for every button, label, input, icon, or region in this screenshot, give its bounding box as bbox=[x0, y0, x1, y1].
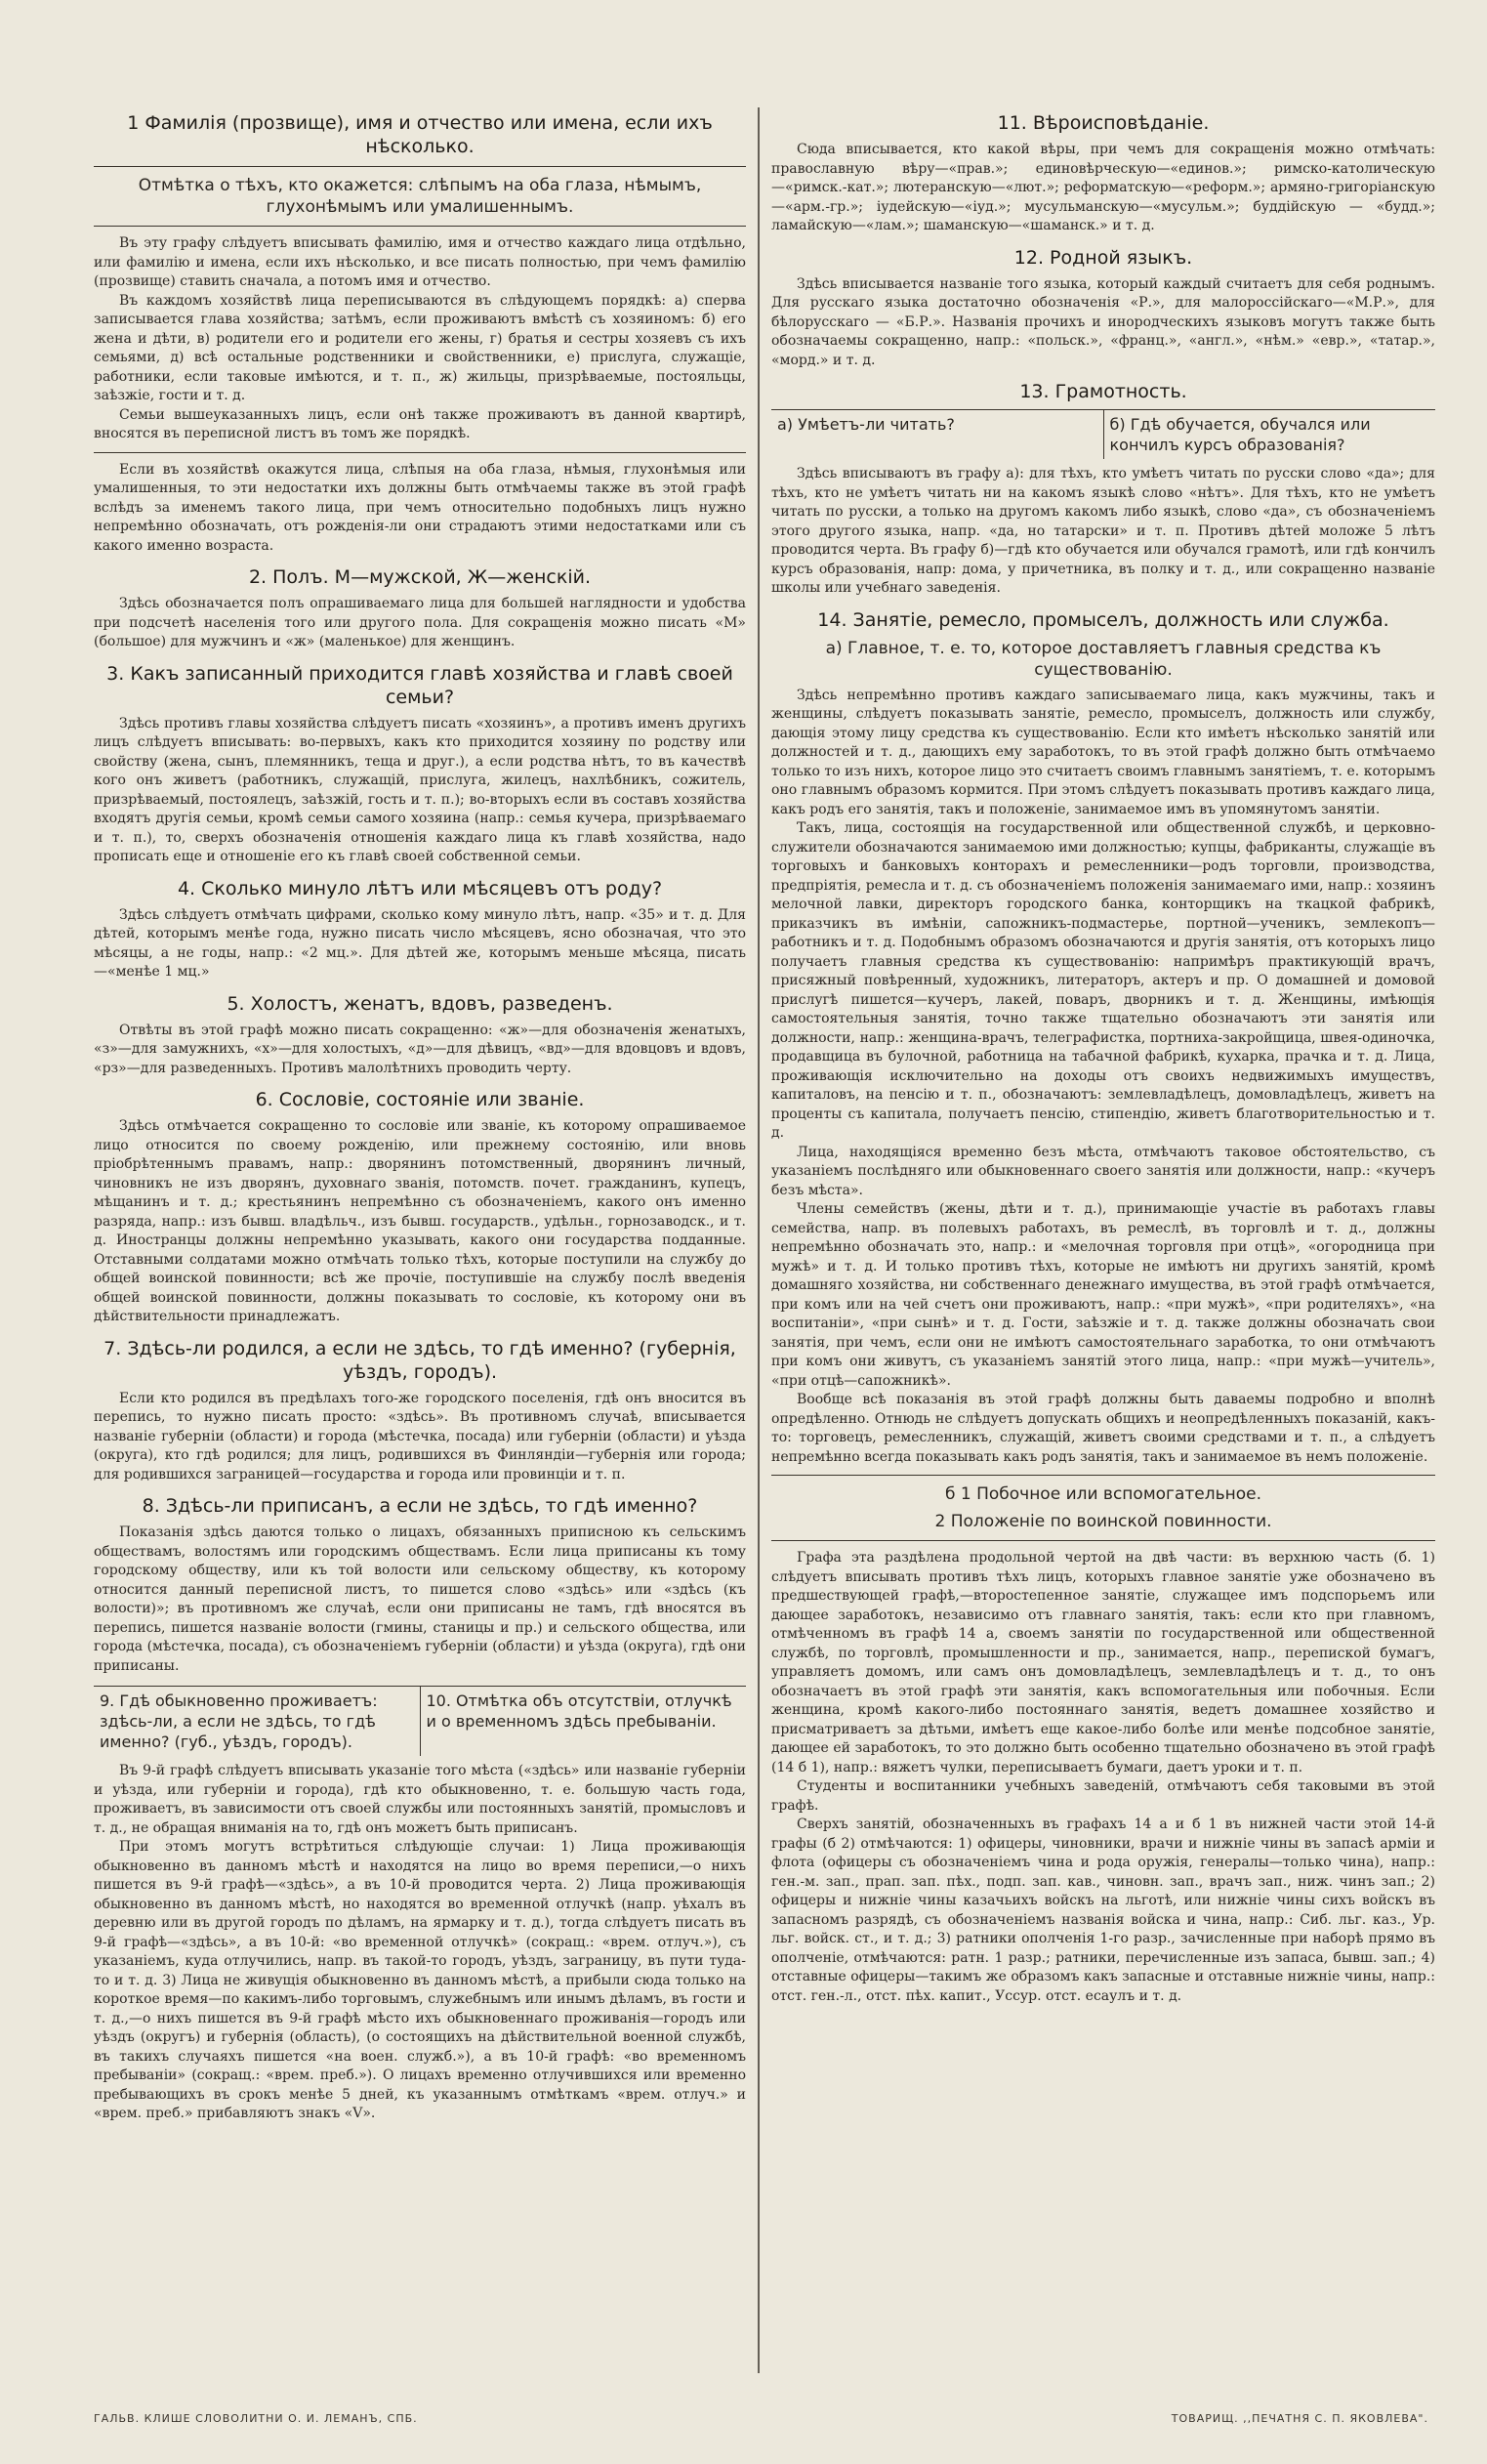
section-4 bbox=[94, 877, 746, 982]
section-6-title: 6. Сословіе, состояніе или званіе. bbox=[255, 1089, 585, 1110]
paragraph: Лица, находящіяся временно безъ мѣста, отмѣчаютъ таковое обстоятельство, съ указаніемъ послѣдняго или обыкновеннаго своего занятія или должности, напр.: «кучеръ безъ мѣста». bbox=[771, 1144, 1435, 1198]
paragraph: Сверхъ занятій, обозначенныхъ въ графахъ 14 а и б 1 въ нижней части этой 14-й графы (б 2) отмѣчаются: 1) офицеры, чиновники, врачи и нижніе чины въ запасѣ арміи и флота (офицеры съ обозначеніемъ чина и рода оружія, генералы—только чина), напр.: ген.-м. зап., прап. зап. пѣх., подп. зап. кав., чиновн. зап., врачъ зап., ниж. чинъ зап.; 2) офицеры и нижніе чины казачьихъ войскъ на льготѣ, или нижніе чины сихъ войскъ въ запасномъ разрядѣ, съ обозначеніемъ названія войска и чина, напр.: Сиб. льг. каз., Ур. льг. войск. ст., и т. д.; 3) ратники ополченія 1-го разр., зачисленные при наборѣ прямо въ ополченіе, отмѣчаются: ратн. 1 разр.; ратники, перечисленные изъ запаса, бывш. зап.; 4) отставные офицеры—такимъ же образомъ какъ запасные и отставные нижніе чины, напр.: отст. ген.-л., отст. пѣх. капит., Уссур. отст. есаулъ и т. д. bbox=[771, 1817, 1435, 2004]
section-8 bbox=[94, 1494, 746, 1676]
section-1-note: Отмѣтка о тѣхъ, кто окажется: слѣпымъ на оба глаза, нѣмымъ, глухонѣмымъ или умалишеннымъ. bbox=[138, 176, 702, 217]
section-12 bbox=[771, 246, 1435, 371]
section-9-10-header bbox=[94, 1686, 746, 1756]
divider-rule bbox=[771, 1540, 1435, 1541]
paragraph: Вообще всѣ показанія въ этой графѣ должны быть даваемы подробно и вполнѣ опредѣленно. Отнюдь не слѣдуетъ допускать общихъ и неопредѣленныхъ показаній, какъ-то: торговецъ, ремесленникъ, служащій, живетъ своими средствами и т. п., а слѣдуетъ непремѣнно всегда показывать какъ родъ занятія, такъ и занимаемое въ немъ положеніе. bbox=[771, 1392, 1435, 1465]
section-7 bbox=[94, 1337, 746, 1485]
section-1 bbox=[94, 111, 746, 556]
section-10-title: 10. Отмѣтка объ отсутствіи, отлучкѣ и о временномъ здѣсь пребываніи. bbox=[420, 1687, 747, 1756]
footer-left-imprint: ГАЛЬВ. КЛИШЕ СЛОВОЛИТНИ О. И. ЛЕМАНЪ, СПБ. bbox=[94, 2412, 418, 2425]
section-14b2-title: 2 Положеніе по воинской повинности. bbox=[934, 1512, 1272, 1531]
paragraph: Здѣсь непремѣнно противъ каждаго записываемаго лица, какъ мужчины, такъ и женщины, слѣдуетъ показывать занятіе, ремесло, промыселъ, должность или службу, дающія этому лицу средства къ существованію. Если кто имѣетъ нѣсколько занятій или должностей и т. д., дающихъ ему заработокъ, то въ этой графѣ должно быть отмѣчаемо только то изъ нихъ, которое лицо это считаетъ своимъ главнымъ занятіемъ, т. е. которымъ оно главнымъ образомъ кормится. При этомъ слѣдуетъ показывать противъ каждаго лица, какъ родъ его занятія, такъ и положеніе, занимаемое имъ въ упомянутомъ занятіи. bbox=[771, 687, 1435, 817]
section-13-subheader bbox=[771, 409, 1435, 459]
paragraph: Графа эта раздѣлена продольной чертой на двѣ части: въ верхнюю часть (б. 1) слѣдуетъ вписывать противъ тѣхъ лицъ, которыхъ главное занятіе уже обозначено въ предшествующей графѣ,—второстепенное занятіе, служащее имъ подспорьемъ или дающее заработокъ, независимо отъ главнаго занятія, такъ: если кто при главномъ, отмѣченномъ въ графѣ 14 а, своемъ занятіи по государственной или общественной службѣ, по торговлѣ, промышленности и пр., занимается, напр., перепиской бумагъ, управляетъ домомъ, или самъ онъ домовладѣлецъ, землевладѣлецъ и т. д., то онъ обозначаетъ въ этой графѣ эти занятія, какъ вспомогательныя или побочныя. Если женщина, кромѣ какого-либо постояннаго занятія, ведетъ домашнее хозяйство и присматриваетъ за дѣтьми, имѣетъ еще какое-либо болѣе или менѣе подсобное занятіе, дающее ей заработокъ, то это должно быть особенно тщательно обозначено въ этой графѣ (14 б 1), напр.: вяжетъ чулки, переписываетъ бумаги, даетъ уроки и т. п. bbox=[771, 1550, 1435, 1775]
paragraph: Здѣсь противъ главы хозяйства слѣдуетъ писать «хозяинъ», а противъ именъ другихъ лицъ слѣдуетъ вписывать: во-первыхъ, какъ кто приходится хозяину по родству или свойству (жена, сынъ, племянникъ, теща и друг.), а если родства нѣтъ, то въ качествѣ кого онъ живетъ (работникъ, служащій, прислуга, жилецъ, нахлѣбникъ, сожитель, призрѣваемый, постоялецъ, заѣзжій, гость и т. п.); во-вторыхъ если въ составъ хозяйства входятъ другія семьи, кромѣ семьи самого хозяина (напр.: семья кучера, призрѣваемаго и т. п.), то, сверхъ обозначенія отношенія каждаго лица къ главѣ хозяйства, надо прописать еще и отношеніе его къ главѣ своей собственной семьи. bbox=[94, 715, 746, 864]
paragraph: Здѣсь слѣдуетъ отмѣчать цифрами, сколько кому минуло лѣтъ, напр. «35» и т. д. Для дѣтей, которымъ менѣе года, нужно писать число мѣсяцевъ, ясно обозначая, что это мѣсяцы, а не годы, напр.: «2 мц.». Для дѣтей же, которымъ меньше мѣсяца, писать—«менѣе 1 мц.» bbox=[94, 906, 746, 980]
section-8-title: 8. Здѣсь-ли приписанъ, а если не здѣсь, то гдѣ именно? bbox=[142, 1495, 698, 1517]
section-7-title: 7. Здѣсь-ли родился, а если не здѣсь, то гдѣ именно? (губернія, уѣздъ, городъ). bbox=[103, 1337, 736, 1383]
section-9-10 bbox=[94, 1762, 746, 2124]
section-14a-title: а) Главное, т. е. то, которое доставляетъ главныя средства къ существованію. bbox=[825, 638, 1382, 680]
paragraph: Въ каждомъ хозяйствѣ лица переписываются въ слѣдующемъ порядкѣ: а) сперва записывается глава хозяйства; затѣмъ, если проживаютъ вмѣстѣ съ хозяиномъ: б) его жена и дѣти, в) родители его и родители его жены, г) братья и сестры хозяевъ съ ихъ семьями, д) всѣ остальные родственники и свойственники, е) прислуга, служащіе, работники, если таковые имѣются, и т. п., ж) жильцы, призрѣваемые, постояльцы, заѣзжіе, гости и т. д. bbox=[94, 292, 746, 403]
section-1-title: 1 Фамилія (прозвище), имя и отчество или имена, если ихъ нѣсколько. bbox=[127, 112, 713, 157]
paragraph: Если въ хозяйствѣ окажутся лица, слѣпыя на оба глаза, нѣмыя, глухонѣмыя или умалишенныя, то эти недостатки ихъ должны быть отмѣчаемы также въ этой графѣ вслѣдъ за именемъ такого лица, при чемъ относительно подобныхъ лицъ нужно непремѣнно обозначать, отъ рожденія-ли они страдаютъ этими недостатками или съ какого именно возраста. bbox=[94, 461, 746, 554]
section-9-title: 9. Гдѣ обыкновенно проживаетъ: здѣсь-ли, а если не здѣсь, то гдѣ именно? (губ., уѣздъ, городъ). bbox=[100, 1691, 378, 1751]
divider-rule bbox=[94, 452, 746, 453]
left-column bbox=[94, 107, 746, 2383]
section-2 bbox=[94, 565, 746, 652]
paragraph: Семьи вышеуказанныхъ лицъ, если онѣ также проживаютъ въ данной квартирѣ, вносятся въ переписной листъ въ томъ же порядкѣ. bbox=[94, 406, 746, 441]
column-divider bbox=[758, 107, 760, 2373]
section-13-title: 13. Грамотность. bbox=[1019, 381, 1187, 402]
section-13 bbox=[771, 380, 1435, 599]
section-14b1-title: б 1 Побочное или вспомогательное. bbox=[944, 1484, 1262, 1504]
paragraph: Здѣсь отмѣчается сокращенно то сословіе или званіе, къ которому опрашиваемое лицо относится по своему рожденію, или прежнему состоянію, или вновь пріобрѣтеннымъ правамъ, напр.: дворянинъ потомственный, дворянинъ личный, чиновникъ не изъ дворянъ, духовнаго званія, потомств. почет. гражданинъ, купецъ, мѣщанинъ и т. д.; крестьянинъ непремѣнно съ обозначеніемъ, какого онъ именно разряда, напр.: изъ бывш. владѣльч., изъ бывш. государств., удѣльн., горнозаводск., и т. д. Иностранцы должны непремѣнно указывать, какого они государства подданные. Отставными солдатами можно отмѣчать только тѣхъ, которые поступили на службу до общей воинской повинности; всѣ же прочіе, поступившіе на службу послѣ введенія общей воинской повинности, должны показывать то сословіе, къ которому они въ дѣйствительности принадлежатъ. bbox=[94, 1118, 746, 1324]
paragraph: Въ эту графу слѣдуетъ вписывать фамилію, имя и отчество каждаго лица отдѣльно, или фамилію и имена, если ихъ нѣсколько, и все писать полностью, при чемъ фамилію (прозвище) ставить сначала, а потомъ имя и отчество. bbox=[94, 235, 746, 289]
section-4-title: 4. Сколько минуло лѣтъ или мѣсяцевъ отъ роду? bbox=[177, 877, 663, 899]
section-14 bbox=[771, 608, 1435, 2007]
section-3 bbox=[94, 662, 746, 867]
divider-rule bbox=[771, 1475, 1435, 1476]
section-2-title: 2. Полъ. М—мужской, Ж—женскій. bbox=[248, 566, 592, 588]
paragraph: Отвѣты въ этой графѣ можно писать сокращенно: «ж»—для обозначенія женатыхъ, «з»—для замужнихъ, «х»—для холостыхъ, «д»—для дѣвицъ, «вд»—для вдовцовъ и вдовъ, «рз»—для разведенныхъ. Противъ малолѣтнихъ проводить черту. bbox=[94, 1022, 746, 1076]
paragraph: Члены семействъ (жены, дѣти и т. д.), принимающіе участіе въ работахъ главы семейства, напр. въ полевыхъ работахъ, въ ремеслѣ, въ торговлѣ и т. д., должны непремѣнно обозначать это, напр.: и «мелочная торговля при отцѣ», «огородница при мужѣ» и т. д. И только противъ тѣхъ, которые не имѣютъ ни другихъ занятій, кромѣ домашняго хозяйства, ни собственнаго денежнаго имущества, въ этой графѣ отмѣчается, при комъ или на чей счетъ они проживаютъ, напр.: «при мужѣ», «при родителяхъ», «на воспитаніи», «при сынѣ» и т. д. Гости, заѣзжіе и т. д. также должны обозначать свои занятія, при чемъ, если они не имѣютъ самостоятельнаго заработка, то они отмѣчаютъ при комъ они живутъ, съ указаніемъ занятій этого лица, напр.: «при мужѣ—учитель», «при отцѣ—сапожникѣ». bbox=[771, 1201, 1435, 1389]
section-11-title: 11. Вѣроисповѣданіе. bbox=[997, 112, 1210, 134]
paragraph: Сюда вписывается, кто какой вѣры, при чемъ для сокращенія можно отмѣчать: православную вѣру—«прав.»; единовѣрческую—«единов.»; римско-католическую—«римск.-кат.»; лютеранскую—«лют.»; реформатскую—«реформ.»; армяно-григоріанскую—«арм.-гр.»; іудейскую—«іуд.»; мусульманскую—«мусульм.»; буддійскую — «будд.»; ламайскую—«лам.»; шаманскую—«шаманск.» и т. д. bbox=[771, 142, 1435, 233]
paragraph: Въ 9-й графѣ слѣдуетъ вписывать указаніе того мѣста («здѣсь» или названіе губерніи и уѣзда, или губерніи и города), гдѣ кто обыкновенно, т. е. большую часть года, проживаетъ, въ зависимости отъ своей службы или постоянныхъ занятій, промысловъ и т. д., не обращая вниманія на то, гдѣ онъ можетъ быть приписанъ. bbox=[94, 1763, 746, 1836]
right-column bbox=[771, 107, 1435, 2383]
footer-right-imprint: ТОВАРИЩ. ,,ПЕЧАТНЯ С. П. ЯКОВЛЕВА". bbox=[1171, 2412, 1428, 2425]
section-13b-title: б) Гдѣ обучается, обучался или кончилъ курсъ образованія? bbox=[1103, 410, 1436, 459]
paragraph: При этомъ могутъ встрѣтиться слѣдующіе случаи: 1) Лица проживающія обыкновенно въ данномъ мѣстѣ и находятся на лицо во время переписи,—о нихъ пишется въ 9-й графѣ—«здѣсь», а въ 10-й проводится черта. 2) Лица проживающія обыкновенно въ данномъ мѣстѣ, но находятся во временной отлучкѣ (напр. уѣхалъ въ деревню или въ другой городъ по дѣламъ, на ярмарку и т. д.), тогда слѣдуетъ писать въ 9-й графѣ—«здѣсь», а въ 10-й: «во временной отлучкѣ» (сокращ.: «врем. отлуч.»), съ указаніемъ, куда отлучились, напр. въ такой-то городъ, уѣздъ, заграницу, въ пути туда-то и т. д. 3) Лица не живущія обыкновенно въ данномъ мѣстѣ, а прибыли сюда только на короткое время—по какимъ-либо торговымъ, служебнымъ или инымъ дѣламъ, въ гости и т. д.,—о нихъ пишется въ 9-й графѣ мѣсто ихъ обыкновеннаго проживанія—городъ или уѣздъ (округъ) и губернія (область), (о состоящихъ на дѣйствительной военной службѣ, въ такихъ случаяхъ пишется «на воен. служб.»), а въ 10-й графѣ: «во временномъ пребываніи» (сокращ.: «врем. преб.»). О лицахъ временно отлучившихся или временно пребывающихъ въ срокъ менѣе 5 дней, къ указаннымъ отмѣткамъ «врем. отлуч.» и «врем. преб.» прибавляютъ знакъ «V». bbox=[94, 1839, 746, 2121]
paragraph: Студенты и воспитанники учебныхъ заведеній, отмѣчаютъ себя таковыми въ этой графѣ. bbox=[771, 1778, 1435, 1814]
section-11 bbox=[771, 111, 1435, 236]
section-3-title: 3. Какъ записанный приходится главѣ хозяйства и главѣ своей семьи? bbox=[106, 662, 733, 708]
paragraph: Здѣсь вписывается названіе того языка, который каждый считаетъ для себя роднымъ. Для русскаго языка достаточно обозначенія «Р.», для малороссійскаго—«М.Р.», для бѣлорусскаго — «Б.Р.». Названія прочихъ и инородческихъ языковъ могутъ также быть обозначаемы сокращенно, напр.: «польск.», «франц.», «англ.», «нѣм.» «евр.», «татар.», «морд.» и т. д. bbox=[771, 275, 1435, 368]
divider-rule bbox=[94, 226, 746, 227]
paragraph: Здѣсь обозначается полъ опрашиваемаго лица для большей наглядности и удобства при подсчетѣ населенія того или другого пола. Для сокращенія можно писать «М» (большое) для мужчинъ и «ж» (маленькое) для женщинъ. bbox=[94, 596, 746, 649]
section-12-title: 12. Родной языкъ. bbox=[1013, 246, 1193, 269]
paragraph: Здѣсь вписываютъ въ графу а): для тѣхъ, кто умѣетъ читать по русски слово «да»; для тѣхъ, кто не умѣетъ читать ни на какомъ языкѣ слово «нѣтъ». Для тѣхъ, кто не умѣетъ читать по русски, а только на другомъ какомъ либо языкѣ, слово «да», съ обозначеніемъ этого другого языка, напр. «да, но татарски» и т. п. Противъ дѣтей моложе 5 лѣтъ проводится черта. Въ графу б)—гдѣ кто обучается или обучался грамотѣ, или гдѣ кончилъ курсъ образованія, напр: дома, у причетника, въ полку и т. д., или сокращенно названіе школы или учебнаго заведенія. bbox=[771, 466, 1435, 596]
divider-rule bbox=[94, 166, 746, 167]
section-6 bbox=[94, 1088, 746, 1327]
paragraph: Такъ, лица, состоящія на государственной или общественной службѣ, и церковно-служители обозначаются занимаемою ими должностью; купцы, фабриканты, служащіе въ торговыхъ и банковыхъ конторахъ и ремесленники—родъ торговли, производства, предпріятія, ремесла и т. д. съ обозначеніемъ положенія занимаемаго ими, напр.: хозяинъ мелочной лавки, директоръ городского банка, конторщикъ на ткацкой фабрикѣ, приказчикъ въ имѣніи, сапожникъ-подмастерье, портной—ученикъ, землекопъ—работникъ и т. д. Подобнымъ образомъ обозначаются и другія занятія, отъ которыхъ лицо получаетъ главныя средства къ существованію: напримѣръ практикующій врачъ, присяжный повѣренный, художникъ, литераторъ, актеръ и пр. О домашней и домовой прислугѣ пишется—кучеръ, лакей, поваръ, дворникъ и т. д. Женщины, имѣющія самостоятельныя занятія, точно также тщательно обозначаютъ эти занятія или должности, напр.: женщина-врачъ, телеграфистка, портниха-закройщица, швея-одиночка, продавщица въ булочной, работница на табачной фабрикѣ, кухарка, прачка и т. д. Лица, проживающія исключительно на доходы отъ своихъ недвижимыхъ имуществъ, капиталовъ, на пенсію и т. п., обозначаютъ: землевладѣлецъ, домовладѣлецъ, живетъ на проценты съ капитала, получаетъ пенсію, стипендію, живетъ благотворительностью и т. д. bbox=[771, 820, 1435, 1141]
section-13a-title: а) Умѣетъ-ли читать? bbox=[777, 415, 955, 434]
section-5 bbox=[94, 992, 746, 1079]
paragraph: Показанія здѣсь даются только о лицахъ, обязанныхъ приписною къ сельскимъ обществамъ, волостямъ или городскимъ обществамъ. Если лица приписаны къ тому городскому обществу, или къ той волости или сельскому обществу, къ которому относится данный переписной листъ, то пишется слово «здѣсь» или «здѣсь (къ волости)»; въ противномъ же случаѣ, если они приписаны не тамъ, гдѣ вносятся въ перепись, пишется названіе волости (гмины, станицы и пр.) и сельского общества, или города (мѣстечка, посада), съ обозначеніемъ губерніи (области) и уѣзда (округа), гдѣ они приписаны. bbox=[94, 1524, 746, 1674]
section-14-title: 14. Занятіе, ремесло, промыселъ, должность или служба. bbox=[817, 608, 1389, 631]
section-5-title: 5. Холостъ, женатъ, вдовъ, разведенъ. bbox=[227, 992, 613, 1015]
paragraph: Если кто родился въ предѣлахъ того-же городского поселенія, гдѣ онъ вносится въ перепись, то нужно писать просто: «здѣсь». Въ противномъ случаѣ, вписывается названіе губерніи (области) и города (мѣстечка, посада) или губерніи (области) и уѣзда (округа), кто гдѣ родился; для лицъ, родившихся въ Финляндіи—губернія или города; для родившихся заграницей—государства и города или провинціи и т. п. bbox=[94, 1390, 746, 1483]
